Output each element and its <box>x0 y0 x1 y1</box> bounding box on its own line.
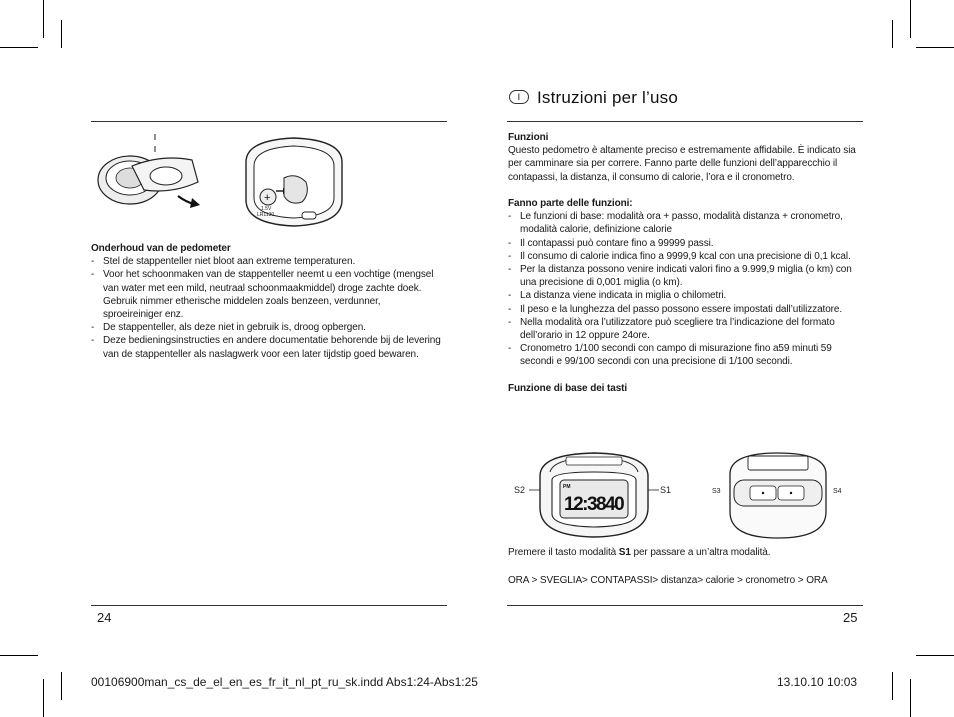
battery-type-label: LR1130 <box>257 212 275 218</box>
maintenance-heading: Onderhoud van de pedometer <box>91 243 231 254</box>
buttons-heading: Funzione di base dei tasti <box>508 382 628 394</box>
list-item: - Il contapassi può contare fino a 99999 passi. <box>508 237 860 250</box>
list-item: - Voor het schoonmaken van de stappenteller neemt u een vochtige (mengsel van water met een mild, neutraal schoonmaakmiddel) droge zachte doek. Gebruik nimmer etherische middelen zoals benzeen, verdunner, sproeireiniger enz. <box>91 268 441 321</box>
features-heading: Fanno parte delle funzioni: <box>508 198 633 209</box>
press-text-before: Premere il tasto modalità <box>508 547 619 558</box>
top-rule-left <box>91 121 447 122</box>
press-text-after: per passare a un’altra modalità. <box>630 547 771 558</box>
crop-mark <box>892 672 893 700</box>
display-pm: PM <box>563 484 571 490</box>
list-item: - La distanza viene indicata in miglia o chilometri. <box>508 289 860 302</box>
list-item: - De stappenteller, als deze niet in gebruik is, droog opbergen. <box>91 321 441 334</box>
list-item: - Stel de stappenteller niet bloot aan extreme temperaturen. <box>91 255 441 268</box>
page-title-text: Istruzioni per l’uso <box>537 88 679 107</box>
crop-mark <box>916 655 954 656</box>
button-label-s3: S3 <box>712 488 721 495</box>
pedometer-front-illustration <box>508 450 678 540</box>
crop-mark <box>43 0 44 38</box>
left-maintenance-section <box>91 242 441 361</box>
pedometer-back-illustration <box>232 134 356 230</box>
language-badge: I <box>509 90 529 104</box>
footer-date-time: 13.10.10 10:03 <box>777 675 858 689</box>
bottom-rule-left <box>91 605 447 606</box>
list-item: - Le funzioni di base: modalità ora + passo, modalità distanza + cronometro, modalità calorie, definizione calorie <box>508 210 860 236</box>
bottom-rule-right <box>507 605 863 606</box>
display-time: 12:3840 <box>564 494 624 515</box>
list-item: - Per la distanza possono venire indicati valori fino a 9.999,9 miglia (o km) con una precisione di 0,001 miglia (o km). <box>508 263 860 289</box>
press-instruction <box>508 546 860 559</box>
top-rule-right <box>507 121 863 122</box>
button-label-s4: S4 <box>833 488 842 495</box>
crop-mark <box>910 0 911 38</box>
press-text-key: S1 <box>618 547 631 558</box>
svg-text:+: + <box>264 192 271 204</box>
list-item: - Deze bedieningsinstructies en andere documentatie behorende bij de levering van de stappenteller als naslagwerk voor een later tijdstip goed bewaren. <box>91 334 441 360</box>
mode-sequence: ORA > SVEGLIA> CONTAPASSI> distanza> calorie > cronometro > ORA <box>508 575 828 586</box>
crop-mark <box>916 47 954 48</box>
functions-heading: Funzioni <box>508 132 549 143</box>
right-functions-section <box>508 131 860 395</box>
crop-mark <box>0 47 38 48</box>
page-number-left: 24 <box>97 610 112 625</box>
list-item: - Nella modalità ora l’utilizzatore può scegliere tra l’indicazione del formato dell’orario in 12 oppure 24ore. <box>508 316 860 342</box>
list-item: - Il peso e la lunghezza del passo possono essere impostati dall’utilizzatore. <box>508 303 860 316</box>
footer-file-info: 00106900man_cs_de_el_en_es_fr_it_nl_pt_ru_sk.indd Abs1:24-Abs1:25 <box>91 675 478 689</box>
maintenance-list <box>91 255 441 361</box>
battery-voltage-label: 1.5V <box>261 206 272 212</box>
crop-mark <box>910 679 911 717</box>
functions-paragraph: Questo pedometro è altamente preciso e estremamente affidabile. È indicato sia per camminare sia per correre. Fanno parte delle funzioni dell’apparecchio il contapassi, la distanza, il consumo di calorie, l’ora e il cronometro. <box>508 145 856 183</box>
page-title <box>509 88 678 108</box>
crop-mark <box>61 20 62 48</box>
crop-mark <box>892 20 893 48</box>
features-list <box>508 210 860 368</box>
crop-mark <box>0 655 38 656</box>
list-item: - Cronometro 1/100 secondi con campo di misurazione fino a59 minuti 59 secondi e 99/100 secondi con una precisione di 1/100 secondi. <box>508 342 860 368</box>
crop-mark <box>61 672 62 700</box>
battery-cover-illustration <box>92 132 210 214</box>
page-number-right: 25 <box>843 610 858 625</box>
list-item: - Il consumo di calorie indica fino a 9999,9 kcal con una precisione di 0,1 kcal. <box>508 250 860 263</box>
button-label-s2: S2 <box>514 485 526 495</box>
crop-mark <box>43 679 44 717</box>
pedometer-side-illustration <box>708 450 858 542</box>
button-label-s1: S1 <box>660 485 672 495</box>
